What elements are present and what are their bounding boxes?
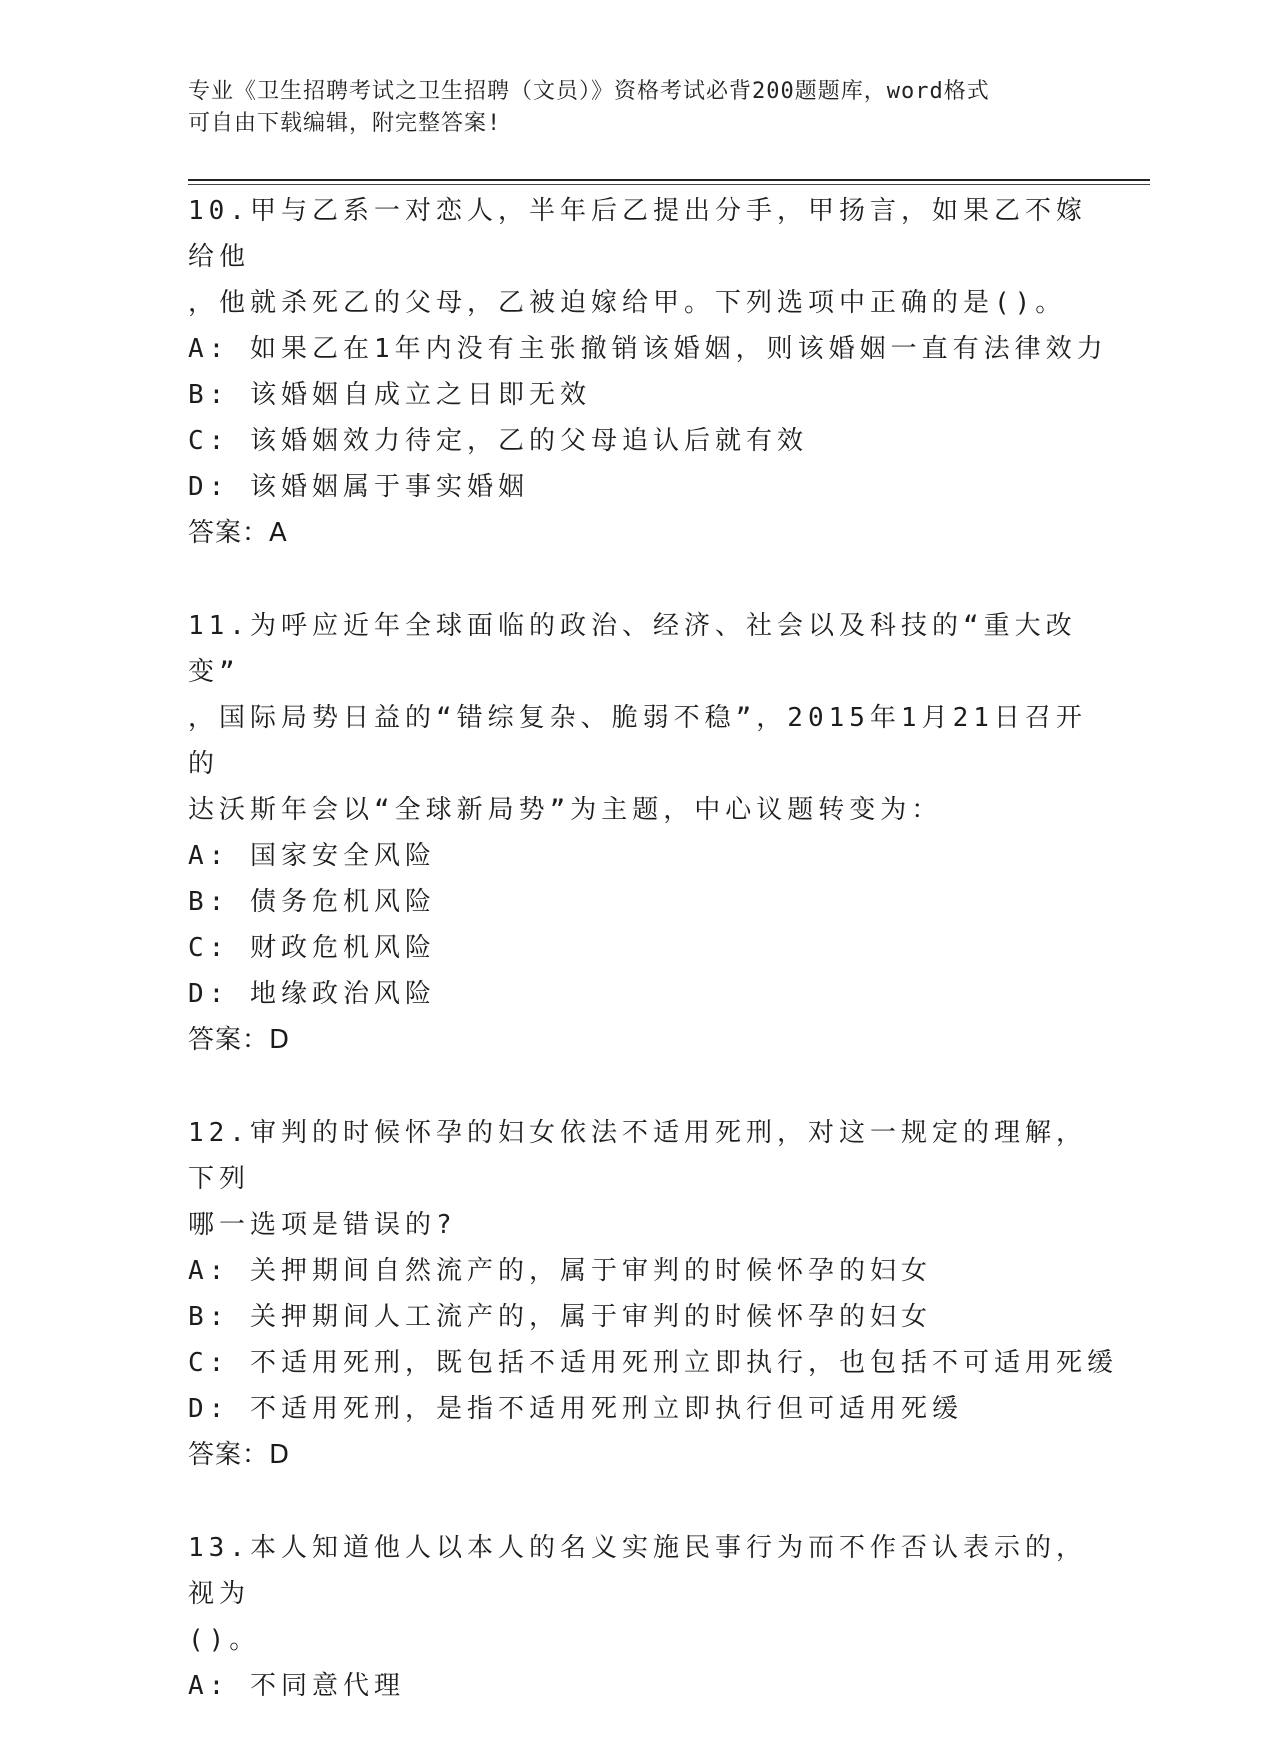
option-d: D: 该婚姻属于事实婚姻 bbox=[188, 472, 529, 502]
question-stem-line: 13.本人知道他人以本人的名义实施民事行为而不作否认表示的，视为 bbox=[188, 1533, 1087, 1609]
question-stem-line: ，他就杀死乙的父母，乙被迫嫁给甲。下列选项中正确的是()。 bbox=[188, 288, 1067, 318]
option-b: B: 关押期间人工流产的，属于审判的时候怀孕的妇女 bbox=[188, 1302, 932, 1332]
question-11 bbox=[188, 603, 1088, 1063]
document-header bbox=[188, 76, 1068, 140]
question-list bbox=[188, 188, 1118, 1756]
option-c: C: 财政危机风险 bbox=[188, 933, 436, 963]
option-d: D: 地缘政治风险 bbox=[188, 979, 436, 1009]
question-12 bbox=[188, 1110, 1118, 1478]
answer: 答案：A bbox=[188, 518, 288, 548]
option-c: C: 不适用死刑，既包括不适用死刑立即执行，也包括不可适用死缓 bbox=[188, 1348, 1118, 1378]
question-stem-line: 达沃斯年会以“全球新局势”为主题，中心议题转变为： bbox=[188, 795, 943, 825]
header-title-line-2: 可自由下载编辑，附完整答案! bbox=[188, 111, 502, 136]
question-stem-line: ()。 bbox=[188, 1625, 261, 1655]
answer: 答案：D bbox=[188, 1025, 291, 1055]
option-b: B: 该婚姻自成立之日即无效 bbox=[188, 380, 591, 410]
option-a: A: 不同意代理 bbox=[188, 1671, 405, 1701]
option-c: C: 该婚姻效力待定，乙的父母追认后就有效 bbox=[188, 426, 808, 456]
question-stem bbox=[188, 188, 1088, 326]
question-10 bbox=[188, 188, 1108, 556]
option-a: A: 关押期间自然流产的，属于审判的时候怀孕的妇女 bbox=[188, 1256, 932, 1286]
option-b: B: 债务危机风险 bbox=[188, 887, 436, 917]
question-stem-line: ，国际局势日益的“错综复杂、脆弱不稳”，2015年1月21日召开的 bbox=[188, 703, 1087, 779]
option-a: A: 国家安全风险 bbox=[188, 841, 436, 871]
question-stem bbox=[188, 1525, 1088, 1663]
option-a: A: 如果乙在1年内没有主张撤销该婚姻，则该婚姻一直有法律效力 bbox=[188, 334, 1108, 364]
question-stem-line: 12.审判的时候怀孕的妇女依法不适用死刑，对这一规定的理解，下列 bbox=[188, 1118, 1087, 1194]
header-divider-thin bbox=[188, 184, 1150, 185]
option-d: D: 不适用死刑，是指不适用死刑立即执行但可适用死缓 bbox=[188, 1394, 963, 1424]
question-stem bbox=[188, 1110, 1088, 1248]
question-stem-line: 10.甲与乙系一对恋人，半年后乙提出分手，甲扬言，如果乙不嫁给他 bbox=[188, 196, 1087, 272]
answer: 答案：D bbox=[188, 1440, 291, 1470]
question-stem-line: 11.为呼应近年全球面临的政治、经济、社会以及科技的“重大改变” bbox=[188, 611, 1077, 687]
header-title-line-1: 专业《卫生招聘考试之卫生招聘（文员）》资格考试必背200题题库，word格式 bbox=[188, 79, 990, 104]
question-stem bbox=[188, 603, 1088, 833]
question-13 bbox=[188, 1525, 1088, 1709]
question-stem-line: 哪一选项是错误的? bbox=[188, 1210, 457, 1240]
header-divider-thick bbox=[188, 179, 1150, 181]
